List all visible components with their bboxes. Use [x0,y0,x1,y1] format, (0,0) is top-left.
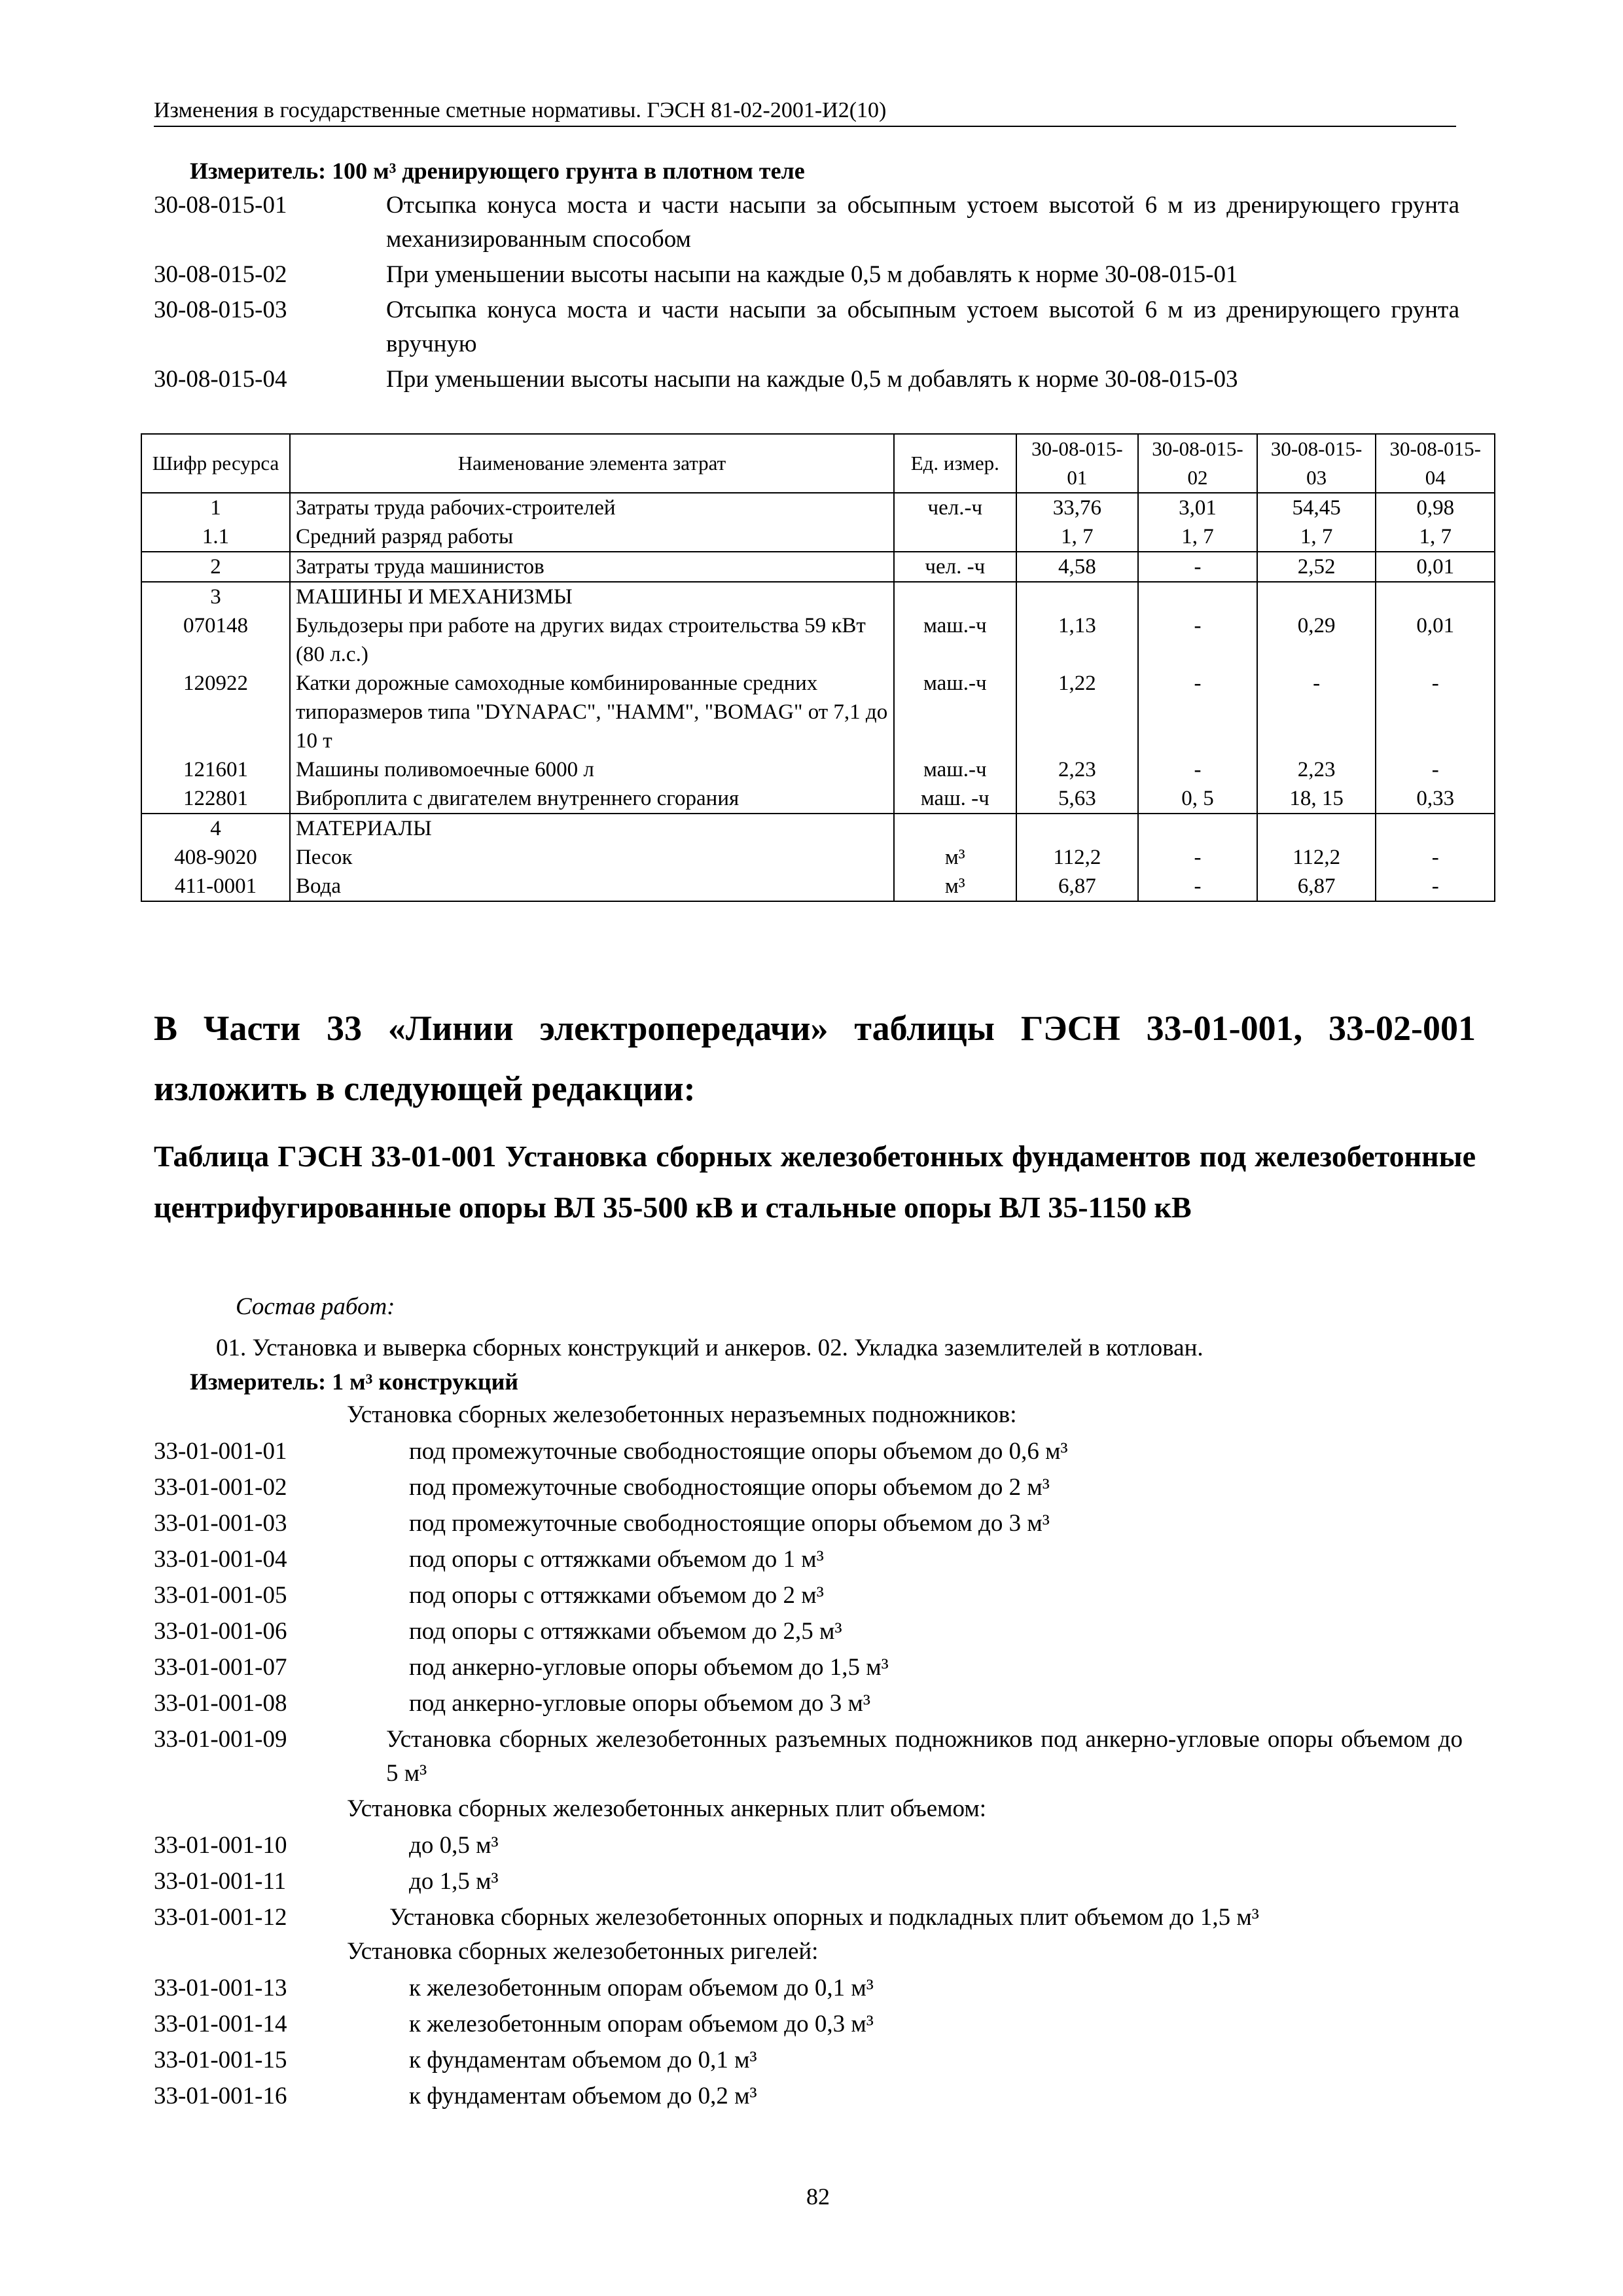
norm-text: под опоры с оттяжками объемом до 2 м³ [409,1582,824,1609]
cell: Машины поливомоечные 6000 л [290,755,894,784]
table-row [141,522,1495,552]
col-header: Шифр ресурса [141,434,290,493]
cell [1016,814,1139,843]
table-row [141,493,1495,522]
composition-text: 01. Установка и выверка сборных конструкций и анкеров. 02. Укладка заземлителей в котлован. [216,1335,1204,1361]
resource-table [141,433,1495,902]
cell [894,814,1016,843]
cell: 1, 7 [1016,522,1139,552]
norm-text: Отсыпка конуса моста и части насыпи за обсыпным устоем высотой 6 м из дренирующего грунта вручную [386,296,1459,357]
cell: м³ [894,872,1016,901]
table-row [141,611,1495,669]
cell: 112,2 [1257,843,1376,872]
norm-code: 30-08-015-04 [154,366,287,393]
col-header: Наименование элемента затрат [290,434,894,493]
table-row [141,669,1495,755]
cell: 1,22 [1016,669,1139,755]
composition-label: Состав работ: [236,1293,395,1320]
col-header: 30-08-015-04 [1376,434,1495,493]
cell: - [1257,669,1376,755]
cell: 121601 [141,755,290,784]
norm-row [154,1829,1476,1863]
norm-row [154,2007,1476,2041]
group-label: Установка сборных железобетонных неразъемных подножников: [347,1401,1017,1428]
cell: 1,13 [1016,611,1139,669]
cell: Затраты труда рабочих-строителей [290,493,894,522]
norm-text: до 1,5 м³ [409,1868,499,1895]
cell: 54,45 [1257,493,1376,522]
norm-text: под анкерно-угловые опоры объемом до 1,5 м³ [409,1654,889,1681]
cell: - [1138,611,1257,669]
table-title: Таблица ГЭСН 33-01-001 Установка сборных железобетонных фундаментов под железобетонные центрифугированные опоры ВЛ 35-500 кВ и стальные опоры ВЛ 35-1150 кВ [154,1139,1476,1224]
cell [1138,814,1257,843]
cell: 2,52 [1257,552,1376,582]
group-label: Установка сборных железобетонных анкерных плит объемом: [347,1795,987,1822]
cell: МАШИНЫ И МЕХАНИЗМЫ [290,582,894,611]
cell: 0,29 [1257,611,1376,669]
norm-text: под промежуточные свободностоящие опоры объемом до 3 м³ [409,1510,1050,1537]
norm-row [154,1723,1476,1791]
norm-row [154,1651,1476,1685]
norm-row [154,1579,1476,1613]
norm-code: 33-01-001-11 [154,1868,287,1895]
cell: Затраты труда машинистов [290,552,894,582]
cell: 070148 [141,611,290,669]
norm-code: 33-01-001-03 [154,1510,287,1537]
norm-code: 33-01-001-07 [154,1654,287,1681]
norm-code: 33-01-001-15 [154,2047,287,2073]
cell: Песок [290,843,894,872]
table-row [141,552,1495,582]
norm-row [154,1901,1476,1935]
norm-row [154,1543,1476,1577]
cell [1257,582,1376,611]
col-header: 30-08-015-03 [1257,434,1376,493]
cell: 2,23 [1257,755,1376,784]
norm-code: 33-01-001-05 [154,1582,287,1609]
cell: 0,98 [1376,493,1495,522]
norm-row [154,363,1476,397]
norm-code: 33-01-001-01 [154,1438,287,1465]
cell: 4 [141,814,290,843]
cell: МАТЕРИАЛЫ [290,814,894,843]
norm-text: При уменьшении высоты насыпи на каждые 0,5 м добавлять к норме 30-08-015-01 [386,261,1238,288]
norm-text: к фундаментам объемом до 0,1 м³ [409,2047,757,2073]
norm-text: под промежуточные свободностоящие опоры объемом до 0,6 м³ [409,1438,1068,1465]
cell: - [1138,755,1257,784]
measure-label: Измеритель: 100 м³ дренирующего грунта в плотном теле [190,158,805,184]
table-row [141,872,1495,901]
cell: - [1376,843,1495,872]
cell [1138,582,1257,611]
cell: Вода [290,872,894,901]
cell [894,522,1016,552]
norm-code: 33-01-001-10 [154,1832,287,1859]
norm-code: 33-01-001-16 [154,2083,287,2109]
cell: - [1376,669,1495,755]
norm-code: 33-01-001-09 [154,1726,287,1753]
cell [1016,582,1139,611]
cell: 411-0001 [141,872,290,901]
norm-row [154,188,1476,257]
cell: 33,76 [1016,493,1139,522]
cell: 1, 7 [1138,522,1257,552]
norm-code: 30-08-015-03 [154,296,287,323]
cell: 1 [141,493,290,522]
cell: 122801 [141,784,290,814]
cell: маш.-ч [894,755,1016,784]
cell: - [1138,669,1257,755]
cell: 2 [141,552,290,582]
cell: 6,87 [1016,872,1139,901]
cell: маш.-ч [894,669,1016,755]
cell: 0,01 [1376,611,1495,669]
cell: 6,87 [1257,872,1376,901]
page-number: 82 [806,2183,830,2210]
norm-row [154,1687,1476,1721]
cell: - [1138,872,1257,901]
table-row [141,582,1495,611]
norm-text: под опоры с оттяжками объемом до 1 м³ [409,1546,824,1573]
cell: 120922 [141,669,290,755]
cell: Бульдозеры при работе на других видах строительства 59 кВт (80 л.с.) [290,611,894,669]
cell: маш. -ч [894,784,1016,814]
norm-text: При уменьшении высоты насыпи на каждые 0,5 м добавлять к норме 30-08-015-03 [386,366,1238,393]
cell: 3,01 [1138,493,1257,522]
cell: Средний разряд работы [290,522,894,552]
cell: Катки дорожные самоходные комбинированные средних типоразмеров типа "DYNAPAC", "HAMM", "BOMAG" от 7,1 до 10 т [290,669,894,755]
cell: 2,23 [1016,755,1139,784]
cell: чел.-ч [894,493,1016,522]
cell: 5,63 [1016,784,1139,814]
measure-label: Измеритель: 1 м³ конструкций [190,1369,519,1395]
cell: 1, 7 [1257,522,1376,552]
norm-row [154,1471,1476,1505]
norm-row [154,2079,1476,2113]
cell: 0,33 [1376,784,1495,814]
norm-row [154,1865,1476,1899]
cell: 1.1 [141,522,290,552]
cell: - [1376,755,1495,784]
norm-code: 33-01-001-14 [154,2011,287,2037]
norm-code: 33-01-001-12 [154,1904,287,1931]
norm-text: к железобетонным опорам объемом до 0,3 м³ [409,2011,874,2037]
cell [894,582,1016,611]
cell: 112,2 [1016,843,1139,872]
norm-text: Установка сборных железобетонных разъемных подножников под анкерно-угловые опоры объемом до 5 м³ [386,1726,1463,1787]
table-row [141,814,1495,843]
cell: 0, 5 [1138,784,1257,814]
cell: 18, 15 [1257,784,1376,814]
cell: Виброплита с двигателем внутреннего сгорания [290,784,894,814]
col-header: Ед. измер. [894,434,1016,493]
norm-text: Установка сборных железобетонных опорных и подкладных плит объемом до 1,5 м³ [389,1904,1259,1931]
norm-code: 33-01-001-13 [154,1975,287,2001]
norm-text: под опоры с оттяжками объемом до 2,5 м³ [409,1618,842,1645]
norm-code: 30-08-015-02 [154,261,287,288]
table-header-row [141,434,1495,493]
norm-code: 33-01-001-06 [154,1618,287,1645]
cell: м³ [894,843,1016,872]
cell: 0,01 [1376,552,1495,582]
norm-row [154,2043,1476,2077]
norm-text: до 0,5 м³ [409,1832,499,1859]
norm-row [154,1435,1476,1469]
cell: - [1376,872,1495,901]
norm-text: к железобетонным опорам объемом до 0,1 м³ [409,1975,874,2001]
norm-code: 30-08-015-01 [154,192,287,219]
running-header: Изменения в государственные сметные нормативы. ГЭСН 81-02-2001-И2(10) [154,98,1456,127]
cell: 1, 7 [1376,522,1495,552]
cell: 4,58 [1016,552,1139,582]
norm-text: Отсыпка конуса моста и части насыпи за обсыпным устоем высотой 6 м из дренирующего грунта механизированным способом [386,192,1459,253]
norm-row [154,1507,1476,1541]
norm-text: к фундаментам объемом до 0,2 м³ [409,2083,757,2109]
norm-row [154,293,1476,361]
norm-code: 33-01-001-04 [154,1546,287,1573]
col-header: 30-08-015-02 [1138,434,1257,493]
cell: - [1138,843,1257,872]
norm-code: 33-01-001-08 [154,1690,287,1717]
norm-code: 33-01-001-02 [154,1474,287,1501]
norm-text: под промежуточные свободностоящие опоры объемом до 2 м³ [409,1474,1050,1501]
cell: маш.-ч [894,611,1016,669]
cell: 3 [141,582,290,611]
norm-row [154,1971,1476,2005]
table-row [141,784,1495,814]
cell [1376,582,1495,611]
cell: чел. -ч [894,552,1016,582]
cell: - [1138,552,1257,582]
norm-row [154,1615,1476,1649]
cell: 408-9020 [141,843,290,872]
table-row [141,755,1495,784]
norm-text: под анкерно-угловые опоры объемом до 3 м³ [409,1690,870,1717]
section-heading: В Части 33 «Линии электропередачи» таблицы ГЭСН 33-01-001, 33-02-001 изложить в следующей редакции: [154,1009,1476,1108]
cell [1376,814,1495,843]
group-label: Установка сборных железобетонных ригелей: [347,1938,819,1965]
table-row [141,843,1495,872]
cell [1257,814,1376,843]
col-header: 30-08-015-01 [1016,434,1139,493]
norm-row [154,258,1476,292]
